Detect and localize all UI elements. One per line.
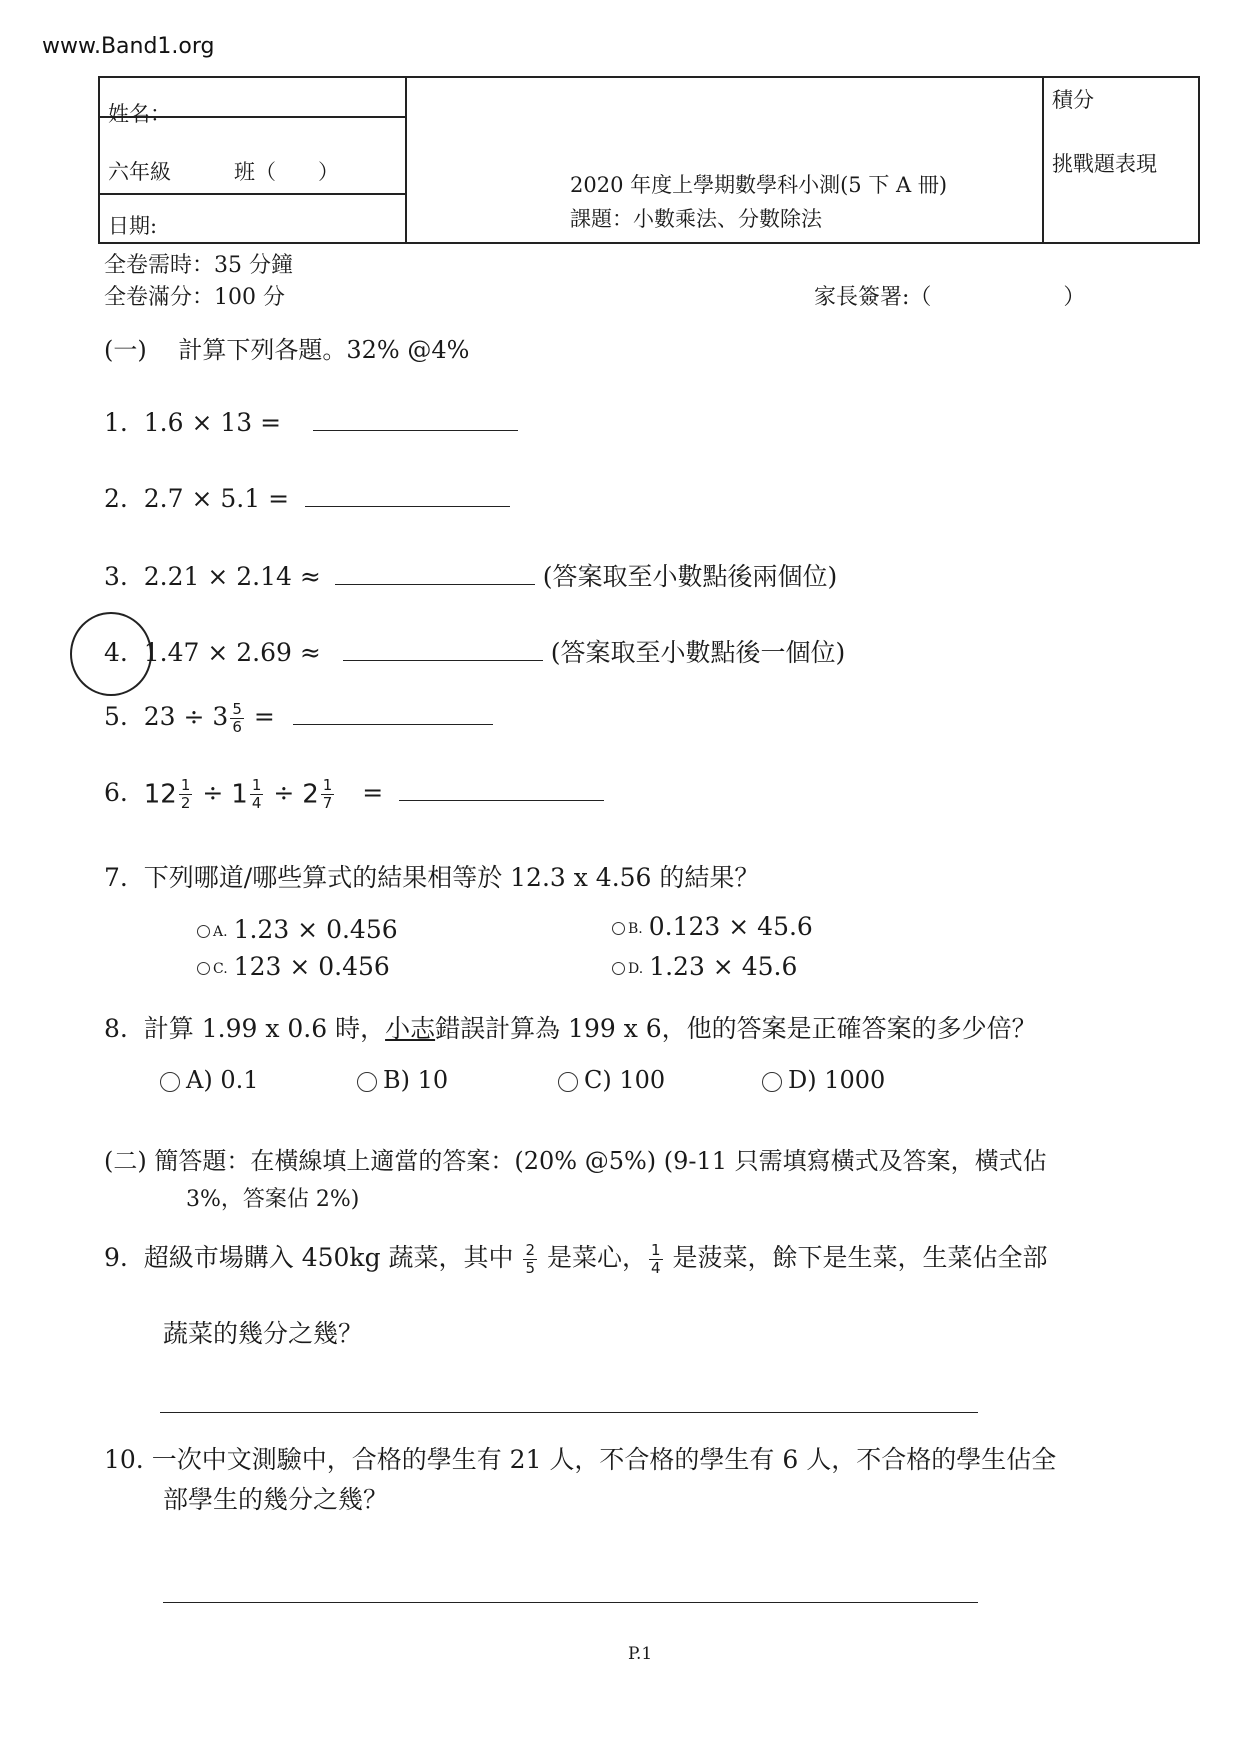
q7-option-a[interactable]: A. 1.23 × 0.456 bbox=[197, 915, 398, 944]
fraction: $\frac{1}{7}$ bbox=[322, 776, 333, 812]
class-label: 六年級 班（ ） bbox=[108, 160, 339, 184]
parent-signature: 家長簽署:（ ） bbox=[814, 285, 1086, 310]
q7-option-b[interactable]: B. 0.123 × 45.6 bbox=[612, 912, 813, 941]
question-note: (答案取至小數點後兩個位) bbox=[542, 562, 838, 591]
question-expr: 1.6 × 13 = bbox=[143, 408, 282, 437]
question-expr: 23 ÷ 3 bbox=[143, 702, 229, 731]
radio-icon[interactable] bbox=[197, 962, 210, 975]
date-label: 日期: bbox=[108, 214, 158, 238]
radio-icon[interactable] bbox=[762, 1072, 782, 1092]
question-text: 下列哪道/哪些算式的結果相等於 12.3 x 4.56 的結果？ bbox=[143, 863, 760, 892]
radio-icon[interactable] bbox=[612, 962, 625, 975]
equals-sign: = bbox=[362, 778, 384, 807]
question-number: 10. bbox=[104, 1445, 144, 1474]
radio-icon[interactable] bbox=[558, 1072, 578, 1092]
answer-blank[interactable] bbox=[313, 406, 518, 431]
q8-option-b[interactable]: B) 10 bbox=[357, 1066, 448, 1094]
test-title-line2: 課題：小數乘法、分數除法 bbox=[570, 207, 822, 231]
q8-option-a[interactable]: A) 0.1 bbox=[160, 1066, 259, 1094]
fraction: $\frac{1}{4}$ bbox=[251, 776, 262, 812]
question-text: 計算 1.99 x 0.6 時， bbox=[143, 1014, 386, 1043]
question-7 bbox=[104, 858, 759, 894]
question-8 bbox=[104, 1009, 1037, 1045]
q8-option-d[interactable]: D) 1000 bbox=[762, 1066, 885, 1094]
operator: ÷ bbox=[202, 778, 224, 807]
radio-icon[interactable] bbox=[160, 1072, 180, 1092]
fraction: $\frac{5}{6}$ bbox=[232, 700, 242, 736]
q8-option-c[interactable]: C) 100 bbox=[558, 1066, 665, 1094]
question-number: 9. bbox=[104, 1243, 128, 1272]
question-text: 是菠菜，餘下是生菜，生菜佔全部 bbox=[664, 1243, 1048, 1272]
score-label: 積分 bbox=[1052, 88, 1094, 112]
question-6 bbox=[104, 776, 604, 812]
answer-blank[interactable] bbox=[293, 700, 493, 725]
question-number: 8. bbox=[104, 1014, 128, 1043]
question-9 bbox=[104, 1238, 1047, 1277]
question-expr: 1.47 × 2.69 ≈ bbox=[143, 638, 321, 667]
name-label: 姓名： bbox=[108, 102, 171, 126]
equals-sign: = bbox=[245, 702, 275, 731]
question-number: 3. bbox=[104, 562, 128, 591]
question-expr: 2.21 × 2.14 ≈ bbox=[143, 562, 321, 591]
answer-line[interactable] bbox=[160, 1412, 978, 1413]
question-10-cont: 部學生的幾分之幾？ bbox=[163, 1485, 389, 1514]
question-number: 1. bbox=[104, 408, 128, 437]
header-divider bbox=[405, 78, 407, 242]
answer-blank[interactable] bbox=[305, 482, 510, 507]
test-title bbox=[570, 168, 947, 236]
question-4 bbox=[104, 633, 845, 669]
page-number: P.1 bbox=[628, 1644, 653, 1664]
answer-blank[interactable] bbox=[343, 636, 543, 661]
question-number: 4. bbox=[104, 638, 128, 667]
header-divider bbox=[1042, 78, 1044, 242]
section1-heading: (一) 計算下列各題。32% @4% bbox=[104, 336, 470, 364]
whole-number: 12 bbox=[143, 779, 177, 810]
watermark: www.Band1.org bbox=[42, 34, 215, 59]
radio-icon[interactable] bbox=[357, 1072, 377, 1092]
fraction: $\frac{1}{2}$ bbox=[180, 776, 191, 812]
question-text: 超級市場購入 450kg 蔬菜，其中 bbox=[143, 1243, 514, 1272]
section2-heading-cont: 3%，答案佔 2%) bbox=[186, 1187, 360, 1212]
answer-line[interactable] bbox=[163, 1602, 978, 1603]
question-1 bbox=[104, 406, 518, 437]
question-number: 7. bbox=[104, 863, 128, 892]
radio-icon[interactable] bbox=[197, 925, 210, 938]
question-5 bbox=[104, 700, 493, 736]
answer-blank[interactable] bbox=[399, 776, 604, 801]
test-title-line1: 2020 年度上學期數學科小測(5 下 A 冊) bbox=[570, 173, 948, 197]
question-3 bbox=[104, 557, 837, 593]
question-9-cont: 蔬菜的幾分之幾？ bbox=[163, 1319, 364, 1348]
whole-number: 1 bbox=[231, 779, 248, 810]
q7-option-d[interactable]: D. 1.23 × 45.6 bbox=[612, 952, 797, 981]
whole-number: 2 bbox=[302, 779, 319, 810]
student-name: 小志 bbox=[385, 1014, 436, 1043]
header-divider bbox=[100, 193, 405, 195]
header-box bbox=[98, 76, 1200, 244]
section2-heading: (二) 簡答題：在橫線填上適當的答案：(20% @5%) (9-11 只需填寫橫式及答案，橫式佔 bbox=[104, 1147, 1047, 1175]
challenge-label: 挑戰題表現 bbox=[1052, 152, 1157, 176]
fraction: $\frac{1}{4}$ bbox=[650, 1241, 661, 1277]
time-info: 全卷需時：35 分鐘 bbox=[104, 253, 293, 278]
question-2 bbox=[104, 482, 510, 513]
radio-icon[interactable] bbox=[612, 922, 625, 935]
operator: ÷ bbox=[273, 778, 295, 807]
question-expr: 2.7 × 5.1 = bbox=[143, 484, 290, 513]
question-10 bbox=[104, 1440, 1056, 1476]
question-text: 一次中文測驗中，合格的學生有 21 人，不合格的學生有 6 人，不合格的學生佔全 bbox=[151, 1445, 1057, 1474]
fraction: $\frac{2}{5}$ bbox=[525, 1241, 536, 1277]
answer-blank[interactable] bbox=[335, 560, 535, 585]
question-number: 2. bbox=[104, 484, 128, 513]
question-number: 6. bbox=[104, 778, 128, 807]
question-text: 錯誤計算為 199 x 6，他的答案是正確答案的多少倍？ bbox=[435, 1014, 1037, 1043]
full-marks-info: 全卷滿分：100 分 bbox=[104, 285, 285, 310]
question-note: (答案取至小數點後一個位) bbox=[550, 638, 846, 667]
question-number: 5. bbox=[104, 702, 128, 731]
q7-option-c[interactable]: C. 123 × 0.456 bbox=[197, 952, 390, 981]
question-text: 是菜心， bbox=[539, 1243, 647, 1272]
